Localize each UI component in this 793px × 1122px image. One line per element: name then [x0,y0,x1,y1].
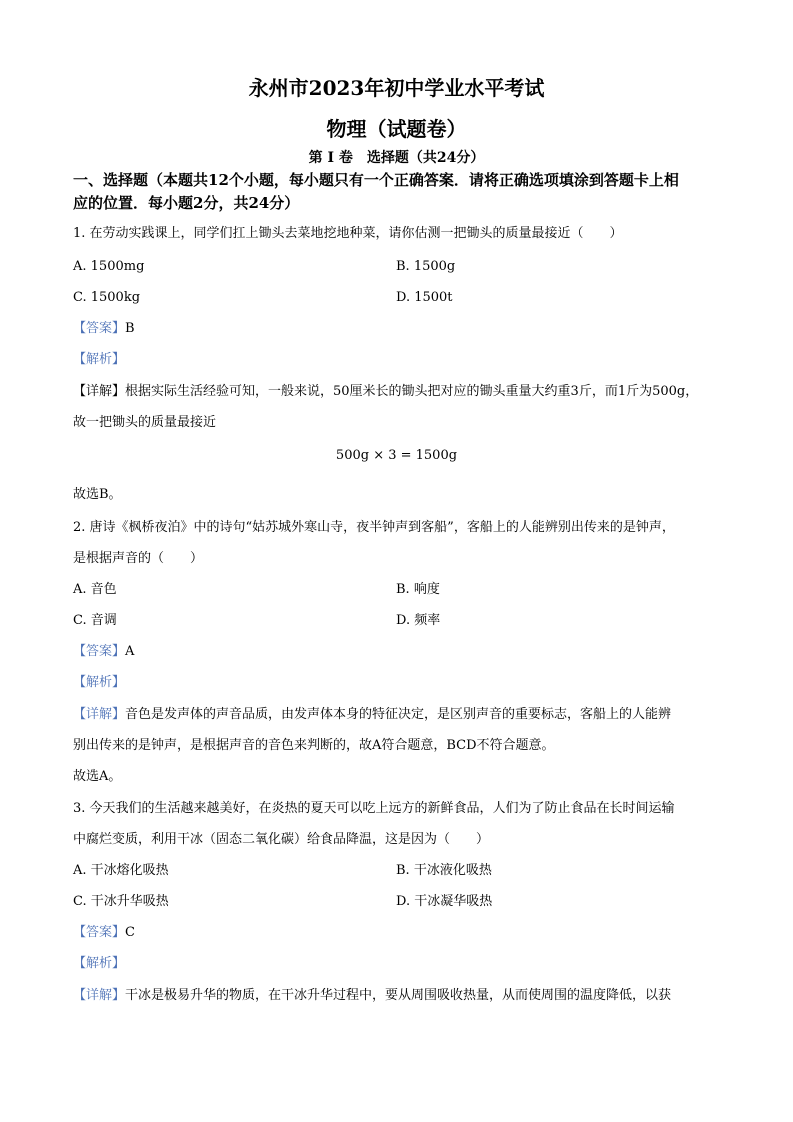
q1-detail-line-1 [73,383,698,401]
q1-option-c: C. 1500kg [73,290,141,305]
q3-detail-line-1 [73,987,671,1005]
q3-stem-line-2: 中腐烂变质，利用干冰（固态二氧化碳）给食品降温，这是因为（ ） [73,832,490,847]
q3-option-d: D. 干冰凝华吸热 [396,894,493,909]
q3-stem-line-1: 3. 今天我们的生活越来越美好，在炎热的夏天可以吃上远方的新鲜食品，人们为了防止食品在长时间运输 [73,801,675,816]
q1-formula: 500g × 3 = 1500g [335,448,458,463]
detail-tag: 【详解】 [73,707,126,722]
q2-option-c: C. 音调 [73,613,117,628]
instructions-line-1: 一、选择题（本题共12个小题，每小题只有一个正确答案．请将正确选项填涂到答题卡上相 [73,171,679,189]
q2-stem-line-2: 是根据声音的（ ） [73,551,204,566]
q1-option-d: D. 1500t [396,290,453,305]
detail-tag: 【详解】 [73,988,126,1003]
q3-option-a: A. 干冰熔化吸热 [73,863,169,878]
instructions-line-2: 应的位置．每小题2分，共24分） [73,194,300,212]
answer-value: B [125,321,135,336]
q1-option-a: A. 1500mg [73,259,145,274]
detail-tag: 【详解】 [73,384,126,399]
answer-tag: 【答案】 [73,925,126,940]
answer-tag: 【答案】 [73,644,126,659]
q3-option-b: B. 干冰液化吸热 [396,863,492,878]
detail-text: 干冰是极易升华的物质，在干冰升华过程中，要从周围吸收热量，从而使周围的温度降低，以获 [125,988,672,1003]
q3-answer [73,924,135,942]
q3-option-c: C. 干冰升华吸热 [73,894,169,909]
exam-title: 永州市2023年初中学业水平考试 [248,76,545,100]
q2-stem-line-1: 2. 唐诗《枫桥夜泊》中的诗句“姑苏城外寒山寺，夜半钟声到客船”，客船上的人能辨别出传来的是钟声， [73,520,675,535]
q2-answer [73,643,134,661]
q2-option-b: B. 响度 [396,582,440,597]
q2-conclusion: 故选A。 [73,769,122,784]
q1-answer [73,320,135,338]
answer-value: A [125,644,135,659]
q3-analysis-tag: 【解析】 [73,956,126,971]
q1-analysis-tag: 【解析】 [73,352,126,367]
detail-text: 音色是发声体的声音品质，由发声体本身的特征决定，是区别声音的重要标志，客船上的人能辨 [125,707,672,722]
section-heading: 第 I 卷 选择题（共24分） [308,150,485,166]
exam-subtitle: 物理（试题卷） [326,117,467,141]
q2-option-a: A. 音色 [73,582,117,597]
detail-text: 根据实际生活经验可知，一般来说，50厘米长的锄头把对应的锄头重量大约重3斤，而1斤为500g， [125,384,699,399]
q2-detail-line-1 [73,706,671,724]
q2-analysis-tag: 【解析】 [73,675,126,690]
answer-value: C [125,925,135,940]
q1-detail-line-2: 故一把锄头的质量最接近 [73,415,217,430]
q1-option-b: B. 1500g [396,259,456,274]
q1-conclusion: 故选B。 [73,487,122,502]
q2-detail-line-2: 别出传来的是钟声，是根据声音的音色来判断的，故A符合题意，BCD不符合题意。 [73,738,555,753]
q1-stem: 1. 在劳动实践课上，同学们扛上锄头去菜地挖地种菜，请你估测一把锄头的质量最接近（ ） [73,226,623,241]
q2-option-d: D. 频率 [396,613,441,628]
answer-tag: 【答案】 [73,321,126,336]
